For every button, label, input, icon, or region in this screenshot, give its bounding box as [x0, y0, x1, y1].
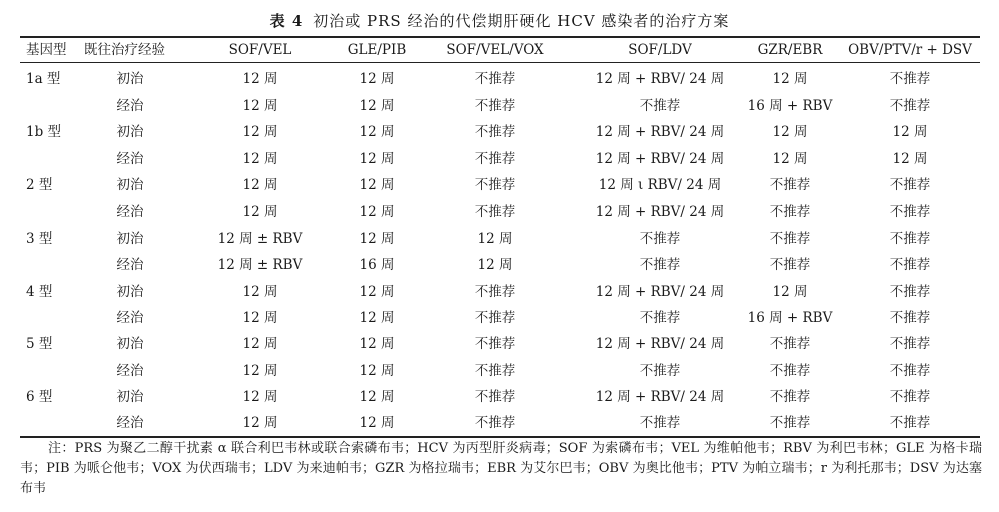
cell-sof-ldv: 不推荐 — [639, 415, 681, 431]
cell-sof-vel: 12 周 — [242, 204, 278, 220]
cell-gle-pib: 12 周 — [359, 389, 395, 405]
cell-sof-vel-vox: 12 周 — [477, 257, 513, 273]
cell-genotype: 2 型 — [26, 177, 53, 193]
cell-sof-vel: 12 周 — [242, 151, 278, 167]
table-row — [20, 252, 980, 278]
cell-obv-ptv-r-dsv: 12 周 — [892, 151, 928, 167]
bottom-rule — [20, 436, 980, 438]
table-row — [20, 331, 980, 357]
cell-sof-ldv: 不推荐 — [639, 257, 681, 273]
cell-gle-pib: 12 周 — [359, 363, 395, 379]
cell-gle-pib: 12 周 — [359, 204, 395, 220]
cell-history: 初治 — [116, 336, 144, 352]
cell-gzr-ebr: 不推荐 — [769, 389, 811, 405]
cell-gle-pib: 12 周 — [359, 231, 395, 247]
table-row — [20, 279, 980, 305]
cell-gzr-ebr: 不推荐 — [769, 204, 811, 220]
cell-history: 经治 — [116, 151, 144, 167]
header-gle-pib: GLE/PIB — [347, 42, 407, 58]
table-title — [0, 10, 999, 31]
cell-genotype: 1b 型 — [26, 124, 62, 140]
cell-obv-ptv-r-dsv: 不推荐 — [889, 98, 931, 114]
cell-gle-pib: 12 周 — [359, 151, 395, 167]
cell-gle-pib: 12 周 — [359, 415, 395, 431]
cell-sof-vel-vox: 不推荐 — [474, 389, 516, 405]
cell-history: 经治 — [116, 257, 144, 273]
cell-gle-pib: 12 周 — [359, 98, 395, 114]
cell-gzr-ebr: 不推荐 — [769, 257, 811, 273]
header-genotype: 基因型 — [26, 42, 67, 58]
cell-genotype: 3 型 — [26, 231, 53, 247]
cell-sof-ldv: 不推荐 — [639, 363, 681, 379]
cell-sof-vel: 12 周 — [242, 284, 278, 300]
cell-genotype: 4 型 — [26, 284, 53, 300]
cell-gle-pib: 12 周 — [359, 310, 395, 326]
cell-genotype: 5 型 — [26, 336, 53, 352]
cell-sof-vel-vox: 不推荐 — [474, 124, 516, 140]
cell-gzr-ebr: 16 周 + RBV — [747, 310, 833, 326]
cell-sof-vel: 12 周 — [242, 336, 278, 352]
cell-sof-vel: 12 周 — [242, 71, 278, 87]
table-header-row — [20, 37, 980, 63]
table-row — [20, 93, 980, 119]
table-row — [20, 384, 980, 410]
cell-sof-ldv: 12 周 + RBV/ 24 周 — [595, 71, 725, 87]
cell-history: 经治 — [116, 204, 144, 220]
cell-sof-vel: 12 周 ± RBV — [217, 257, 303, 273]
cell-gle-pib: 12 周 — [359, 177, 395, 193]
header-sof-vel-vox: SOF/VEL/VOX — [446, 42, 544, 58]
cell-sof-ldv: 12 周 + RBV/ 24 周 — [595, 284, 725, 300]
cell-gzr-ebr: 12 周 — [772, 71, 808, 87]
cell-gzr-ebr: 不推荐 — [769, 231, 811, 247]
cell-genotype: 6 型 — [26, 389, 53, 405]
cell-sof-vel: 12 周 — [242, 415, 278, 431]
cell-obv-ptv-r-dsv: 不推荐 — [889, 231, 931, 247]
cell-sof-vel: 12 周 — [242, 363, 278, 379]
cell-history: 经治 — [116, 310, 144, 326]
cell-sof-vel-vox: 不推荐 — [474, 151, 516, 167]
cell-history: 初治 — [116, 177, 144, 193]
cell-gle-pib: 16 周 — [359, 257, 395, 273]
cell-sof-ldv: 不推荐 — [639, 310, 681, 326]
cell-sof-ldv: 12 周 + RBV/ 24 周 — [595, 389, 725, 405]
cell-gle-pib: 12 周 — [359, 284, 395, 300]
cell-obv-ptv-r-dsv: 不推荐 — [889, 257, 931, 273]
cell-obv-ptv-r-dsv: 不推荐 — [889, 363, 931, 379]
header-sof-vel: SOF/VEL — [228, 42, 292, 58]
table-row — [20, 410, 980, 436]
cell-sof-vel-vox: 不推荐 — [474, 177, 516, 193]
cell-gzr-ebr: 12 周 — [772, 284, 808, 300]
cell-sof-ldv: 12 周 + RBV/ 24 周 — [595, 204, 725, 220]
cell-history: 经治 — [116, 363, 144, 379]
table-row — [20, 172, 980, 198]
cell-sof-vel: 12 周 ± RBV — [217, 231, 303, 247]
cell-sof-ldv: 不推荐 — [639, 231, 681, 247]
cell-sof-vel-vox: 12 周 — [477, 231, 513, 247]
cell-sof-vel-vox: 不推荐 — [474, 336, 516, 352]
cell-gzr-ebr: 12 周 — [772, 151, 808, 167]
cell-obv-ptv-r-dsv: 不推荐 — [889, 204, 931, 220]
header-sof-ldv: SOF/LDV — [628, 42, 692, 58]
cell-sof-vel-vox: 不推荐 — [474, 98, 516, 114]
cell-obv-ptv-r-dsv: 不推荐 — [889, 71, 931, 87]
cell-sof-vel-vox: 不推荐 — [474, 363, 516, 379]
cell-obv-ptv-r-dsv: 不推荐 — [889, 389, 931, 405]
cell-sof-ldv: 12 周 ι RBV/ 24 周 — [598, 177, 722, 193]
cell-history: 初治 — [116, 124, 144, 140]
table-number: 表 4 — [269, 12, 304, 30]
header-treatment-history: 既往治疗经验 — [84, 42, 165, 58]
cell-sof-ldv: 12 周 + RBV/ 24 周 — [595, 151, 725, 167]
table-footnote: 注：PRS 为聚乙二醇干扰素 α 联合利巴韦林或联合索磷布韦；HCV 为丙型肝炎病毒；SOF 为索磷布韦；VEL 为维帕他韦；RBV 为利巴韦林；GLE 为格卡瑞韦；PIB 为哌仑他韦；VOX 为伏西瑞韦；LDV 为来迪帕韦；GZR 为格拉瑞韦；EBR 为艾尔巴韦；OBV 为奥比他韦；PTV 为帕立瑞韦；r 为利托那韦；DSV 为达塞布韦 — [20, 441, 982, 496]
cell-gzr-ebr: 不推荐 — [769, 336, 811, 352]
cell-obv-ptv-r-dsv: 不推荐 — [889, 310, 931, 326]
cell-gle-pib: 12 周 — [359, 336, 395, 352]
cell-gzr-ebr: 12 周 — [772, 124, 808, 140]
table-row — [20, 146, 980, 172]
cell-gzr-ebr: 不推荐 — [769, 363, 811, 379]
cell-sof-vel: 12 周 — [242, 389, 278, 405]
cell-sof-ldv: 12 周 + RBV/ 24 周 — [595, 124, 725, 140]
cell-obv-ptv-r-dsv: 不推荐 — [889, 177, 931, 193]
cell-history: 初治 — [116, 71, 144, 87]
cell-history: 初治 — [116, 231, 144, 247]
table-row — [20, 199, 980, 225]
cell-sof-ldv: 12 周 + RBV/ 24 周 — [595, 336, 725, 352]
cell-genotype: 1a 型 — [26, 71, 61, 87]
cell-history: 经治 — [116, 415, 144, 431]
cell-sof-vel-vox: 不推荐 — [474, 204, 516, 220]
cell-gzr-ebr: 不推荐 — [769, 415, 811, 431]
cell-obv-ptv-r-dsv: 不推荐 — [889, 415, 931, 431]
cell-sof-ldv: 不推荐 — [639, 98, 681, 114]
cell-gle-pib: 12 周 — [359, 124, 395, 140]
cell-sof-vel: 12 周 — [242, 98, 278, 114]
table-row — [20, 226, 980, 252]
cell-gle-pib: 12 周 — [359, 71, 395, 87]
cell-gzr-ebr: 16 周 + RBV — [747, 98, 833, 114]
cell-history: 初治 — [116, 389, 144, 405]
table-row — [20, 358, 980, 384]
cell-sof-vel: 12 周 — [242, 310, 278, 326]
cell-history: 初治 — [116, 284, 144, 300]
table-row — [20, 119, 980, 145]
cell-sof-vel-vox: 不推荐 — [474, 71, 516, 87]
header-obv-ptv-r-dsv: OBV/PTV/r + DSV — [848, 42, 972, 58]
header-gzr-ebr: GZR/EBR — [757, 42, 823, 58]
cell-obv-ptv-r-dsv: 12 周 — [892, 124, 928, 140]
cell-history: 经治 — [116, 98, 144, 114]
cell-sof-vel-vox: 不推荐 — [474, 284, 516, 300]
table-caption: 初治或 PRS 经治的代偿期肝硬化 HCV 感染者的治疗方案 — [313, 12, 730, 30]
table-row — [20, 305, 980, 331]
header-rule — [20, 62, 980, 63]
cell-sof-vel: 12 周 — [242, 177, 278, 193]
cell-sof-vel: 12 周 — [242, 124, 278, 140]
cell-sof-vel-vox: 不推荐 — [474, 415, 516, 431]
cell-obv-ptv-r-dsv: 不推荐 — [889, 336, 931, 352]
cell-sof-vel-vox: 不推荐 — [474, 310, 516, 326]
table-row — [20, 66, 980, 92]
cell-gzr-ebr: 不推荐 — [769, 177, 811, 193]
cell-obv-ptv-r-dsv: 不推荐 — [889, 284, 931, 300]
